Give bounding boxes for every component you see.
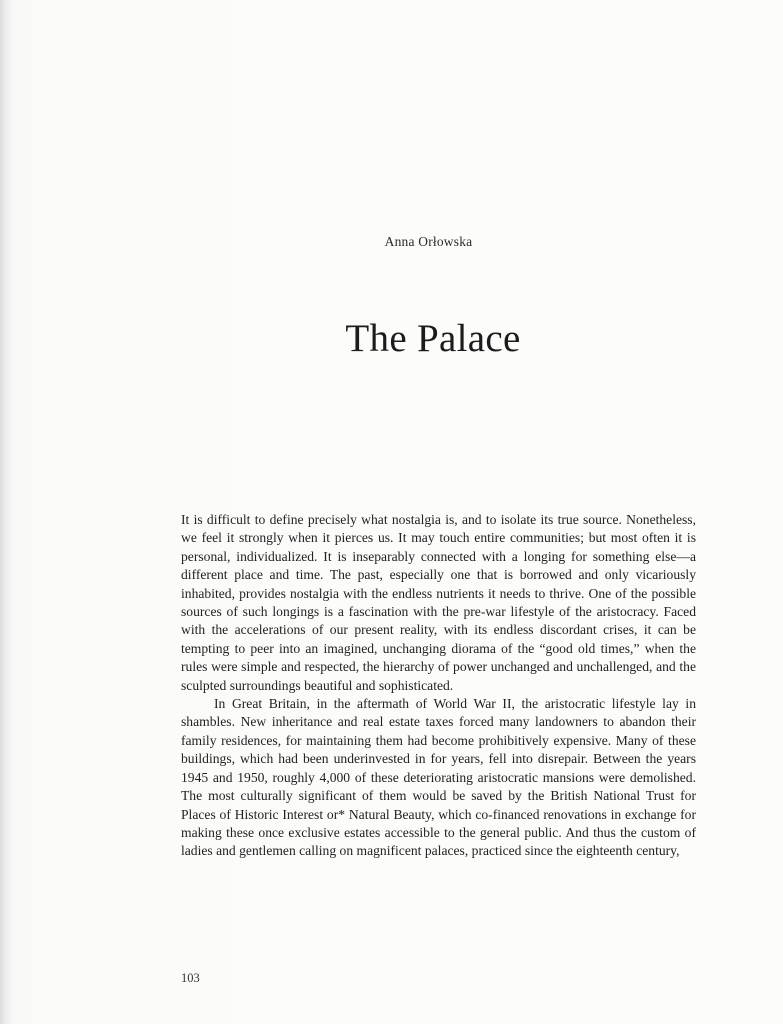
chapter-title: The Palace xyxy=(345,317,521,361)
paragraph-1: It is difficult to define precisely what nostalgia is, and to isolate its true source. Nonetheless, we feel it strongly when it pierces us. It may touch entire communities; but most often it is personal, individualized. It is inseparably connected with a longing for something else—a different place and time. The past, especially one that is borrowed and only vicariously inhabited, provides nostalgia with the endless nutrients it needs to thrive. One of the possible sources of such longings is a fascination with the pre-war lifestyle of the aristocracy. Faced with the accelerations of our present reality, with its endless discordant crises, it can be tempting to peer into an imagined, unchanging diorama of the “good old times,” when the rules were simple and respected, the hierarchy of power unchanged and unchallenged, and the sculpted surroundings beautiful and sophisticated. xyxy=(181,512,696,693)
author-name: Anna Orłowska xyxy=(384,234,473,249)
body-text xyxy=(181,511,696,861)
paragraph-2: In Great Britain, in the aftermath of World War II, the aristocratic lifestyle lay in shambles. New inheritance and real estate taxes forced many landowners to abandon their family residences, for maintaining them had become prohibitively expensive. Many of these buildings, which had been underinvested in for years, fell into disrepair. Between the years 1945 and 1950, roughly 4,000 of these deteriorating aristocratic mansions were demolished. The most culturally significant of them would be saved by the British National Trust for Places of Historic Interest or* Natural Beauty, which co-financed renovations in exchange for making these once exclusive estates accessible to the general public. And thus the custom of ladies and gentlemen calling on magnificent palaces, practiced since the eighteenth century, xyxy=(181,696,696,859)
page-number: 103 xyxy=(181,971,200,985)
